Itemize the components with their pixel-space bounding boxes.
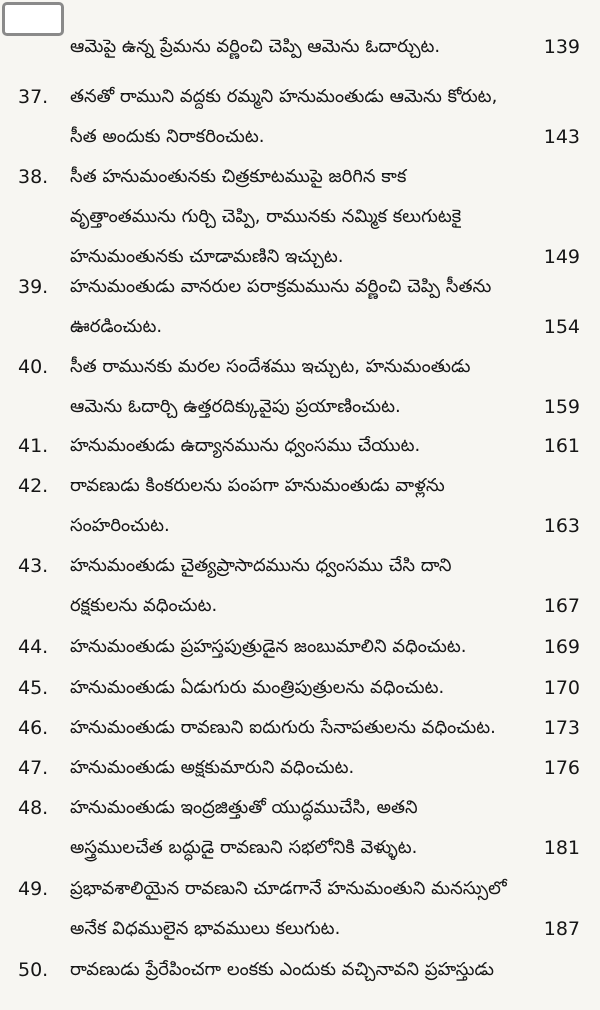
entry-line	[70, 551, 580, 581]
entry-title-text: అనేక విధములైన భావములు కలుగుట.	[70, 918, 341, 939]
entry-title-text: హనుమంతుడు అక్షకుమారుని వధించుట.	[70, 757, 355, 778]
entry-number: 46.	[18, 717, 49, 739]
entry-title-text: వృత్తాంతమును గుర్చి చెప్పి, రామునకు నమ్మిక కలుగుటకై	[70, 206, 462, 227]
entry-number: 43.	[18, 555, 49, 577]
entry-line	[70, 914, 580, 944]
entry-line	[70, 82, 580, 112]
page-number: 181	[543, 837, 580, 859]
entry-title-text: హనుమంతునకు చూడామణిని ఇచ్చుట.	[70, 246, 344, 267]
entry-line	[70, 272, 580, 302]
page-number: 187	[543, 918, 580, 940]
page-number: 167	[543, 595, 580, 617]
entry-title-text: హనుమంతుడు చైత్యప్రాసాదమును ధ్వంసము చేసి దాని	[70, 555, 452, 576]
page-number: 154	[543, 316, 580, 338]
entry-number: 44.	[18, 636, 49, 658]
entry-line	[70, 32, 580, 62]
entry-number: 50.	[18, 959, 49, 981]
entry-number: 40.	[18, 356, 49, 378]
page-number: 176	[543, 757, 580, 779]
entry-number: 37.	[18, 86, 49, 108]
entry-title-text: రావణుడు కింకరులను పంపగా హనుమంతుడు వాళ్లను	[70, 475, 445, 496]
entry-title-text: హనుమంతుడు వానరుల పరాక్రమమును వర్ణించి చెప్పి సీతను	[70, 276, 492, 297]
entry-line	[70, 793, 580, 823]
entry-number: 38.	[18, 166, 49, 188]
entry-title-text: సంహరించుట.	[70, 515, 170, 536]
page-number: 149	[543, 246, 580, 268]
entry-title-text: ఊరడించుట.	[70, 316, 163, 337]
entry-line	[70, 753, 580, 783]
entry-title-text: రావణుడు ప్రేరేపించగా లంకకు ఎందుకు వచ్చినావని ప్రహస్తుడు	[70, 959, 495, 980]
entry-title-text: ఆమెపై ఉన్న ప్రేమను వర్ణించి చెప్పి ఆమెను ఓదార్చుట.	[70, 36, 441, 57]
page-number: 170	[543, 677, 580, 699]
entry-line	[70, 352, 580, 382]
entry-number: 47.	[18, 757, 49, 779]
entry-line	[70, 431, 580, 461]
page-number: 143	[543, 126, 580, 148]
entry-number: 49.	[18, 878, 49, 900]
entry-title-text: హనుమంతుడు ఉద్యానమును ధ్వంసము చేయుట.	[70, 435, 421, 456]
entry-line	[70, 632, 580, 662]
entry-line	[70, 713, 580, 743]
entry-number: 48.	[18, 797, 49, 819]
entry-title-text: ఆమెను ఓదార్చి ఉత్తరదిక్కువైపు ప్రయాణించుట.	[70, 396, 401, 417]
entry-line	[70, 202, 580, 232]
entry-number: 41.	[18, 435, 49, 457]
entry-title-text: సీత హనుమంతునకు చిత్రకూటముపై జరిగిన కాక	[70, 166, 407, 187]
entry-title-text: రక్షకులను వధించుట.	[70, 595, 218, 616]
page-number: 169	[543, 636, 580, 658]
entry-line	[70, 312, 580, 342]
entry-title-text: సీత రామునకు మరల సందేశము ఇచ్చుట, హనుమంతుడు	[70, 356, 471, 377]
entry-title-text: హనుమంతుడు ఏడుగురు మంత్రిపుత్రులను వధించుట.	[70, 677, 445, 698]
entry-line	[70, 242, 580, 272]
entry-line	[70, 511, 580, 541]
entry-number: 45.	[18, 677, 49, 699]
entry-title-text: హనుమంతుడు ప్రహస్తపుత్రుడైన జంబుమాలిని వధించుట.	[70, 636, 467, 657]
entry-title-text: హనుమంతుడు ఇంద్రజిత్తుతో యుద్ధముచేసి, అతని	[70, 797, 418, 818]
page-number: 173	[543, 717, 580, 739]
entry-number: 39.	[18, 276, 49, 298]
entry-line	[70, 833, 580, 863]
entry-line	[70, 162, 580, 192]
entry-title-text: సీత అందుకు నిరాకరించుట.	[70, 126, 265, 147]
entry-line	[70, 392, 580, 422]
entry-line	[70, 122, 580, 152]
entry-line	[70, 471, 580, 501]
page-number: 163	[543, 515, 580, 537]
entry-title-text: తనతో రాముని వద్దకు రమ్మని హనుమంతుడు ఆమెను కోరుట,	[70, 86, 498, 107]
entry-line	[70, 874, 580, 904]
page-number: 139	[543, 36, 580, 58]
entry-line	[70, 955, 580, 985]
page-number: 161	[543, 435, 580, 457]
entry-line	[70, 673, 580, 703]
entry-title-text: ప్రభావశాలియైన రావణుని చూడగానే హనుమంతుని మనస్సులో	[70, 878, 507, 899]
entry-line	[70, 591, 580, 621]
entry-title-text: అస్త్రములచేత బద్ధుడై రావణుని సభలోనికి వెళ్ళుట.	[70, 837, 418, 858]
page-number: 159	[543, 396, 580, 418]
entry-number: 42.	[18, 475, 49, 497]
entry-title-text: హనుమంతుడు రావణుని ఐదుగురు సేనాపతులను వధించుట.	[70, 717, 496, 738]
